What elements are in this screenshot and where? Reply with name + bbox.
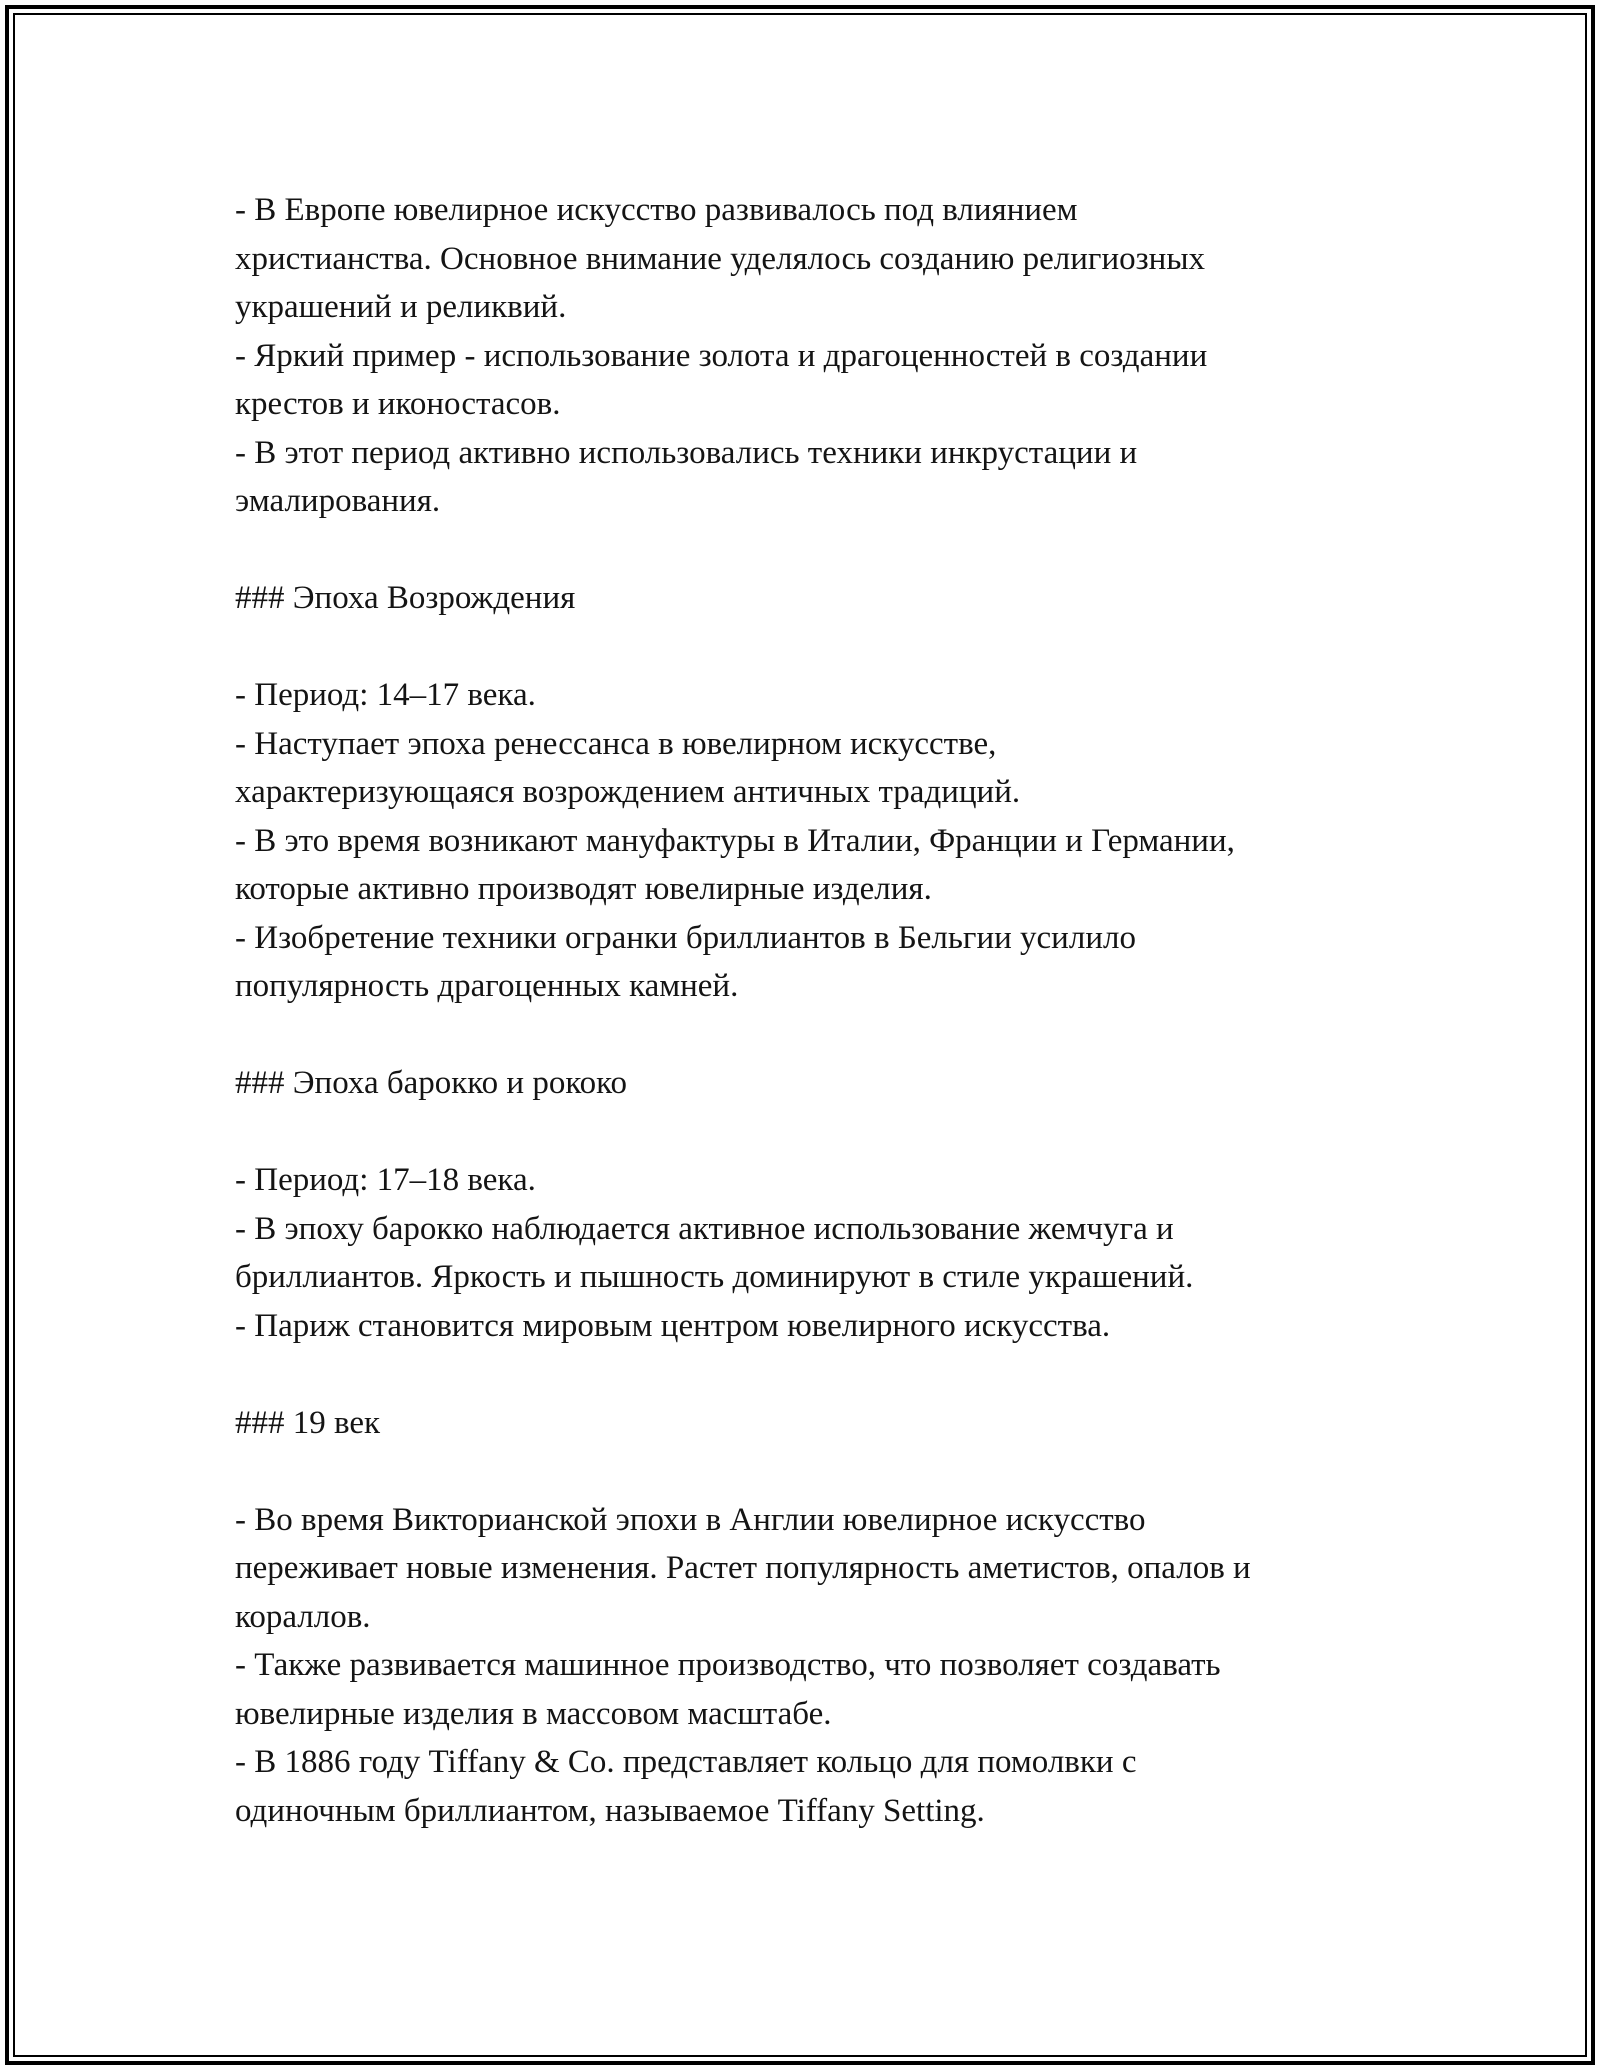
text-line: - В Европе ювелирное искусство развивалось под влиянием (235, 192, 1078, 228)
text-line: - В эпоху барокко наблюдается активное использование жемчуга и (235, 1210, 1174, 1247)
paragraph-spacer (235, 623, 1395, 672)
text-line: характеризующаяся возрождением античных традиций. (235, 774, 1021, 810)
text-line: - Наступает эпоха ренессанса в ювелирном искусстве, (235, 725, 997, 762)
document-body (235, 186, 1395, 1835)
text-line: - Период: 14–17 века. (235, 677, 536, 713)
text-line: - Париж становится мировым центром ювелирного искусства. (235, 1307, 1111, 1344)
text-line: крестов и иконостасов. (235, 386, 561, 422)
text-line: украшений и реликвий. (235, 289, 567, 325)
text-line: - Во время Викторианской эпохи в Англии ювелирное искусство (235, 1501, 1146, 1538)
text-line: эмалирования. (235, 483, 441, 519)
paragraph-spacer (235, 526, 1395, 575)
text-line: - Период: 17–18 века. (235, 1162, 536, 1198)
text-line: - Также развивается машинное производство, что позволяет создавать (235, 1647, 1221, 1683)
text-line: - Яркий пример - использование золота и драгоценностей в создании (235, 337, 1208, 374)
text-line: популярность драгоценных камней. (235, 968, 739, 1004)
paragraph-spacer (235, 1350, 1395, 1399)
section-heading: ### Эпоха барокко и рококо (235, 1065, 628, 1101)
text-line: - В 1886 году Tiffany & Co. представляет кольцо для помолвки с (235, 1744, 1137, 1780)
section-baroque-rococo (235, 1059, 1395, 1350)
text-line: одиночным бриллиантом, называемое Tiffany Setting. (235, 1792, 985, 1829)
text-line: - В это время возникают мануфактуры в Италии, Франции и Германии, (235, 822, 1235, 859)
text-line: бриллиантов. Яркость и пышность доминируют в стиле украшений. (235, 1259, 1194, 1295)
text-line: ювелирные изделия в массовом масштабе. (235, 1695, 832, 1732)
text-line: кораллов. (235, 1598, 371, 1635)
section-intro (235, 186, 1395, 526)
text-line: переживает новые изменения. Растет популярность аметистов, опалов и (235, 1550, 1251, 1586)
section-heading: ### Эпоха Возрождения (235, 580, 576, 616)
text-line: - Изобретение техники огранки бриллиантов в Бельгии усилило (235, 919, 1136, 956)
section-19th-century (235, 1399, 1395, 1836)
text-line: христианства. Основное внимание уделялось созданию религиозных (235, 240, 1205, 277)
section-heading: ### 19 век (235, 1404, 381, 1441)
paragraph-spacer (235, 1011, 1395, 1060)
paragraph-spacer (235, 1447, 1395, 1496)
paragraph-spacer (235, 1108, 1395, 1157)
text-line: которые активно производят ювелирные изделия. (235, 871, 932, 907)
section-renaissance (235, 574, 1395, 1011)
text-line: - В этот период активно использовались техники инкрустации и (235, 434, 1138, 471)
